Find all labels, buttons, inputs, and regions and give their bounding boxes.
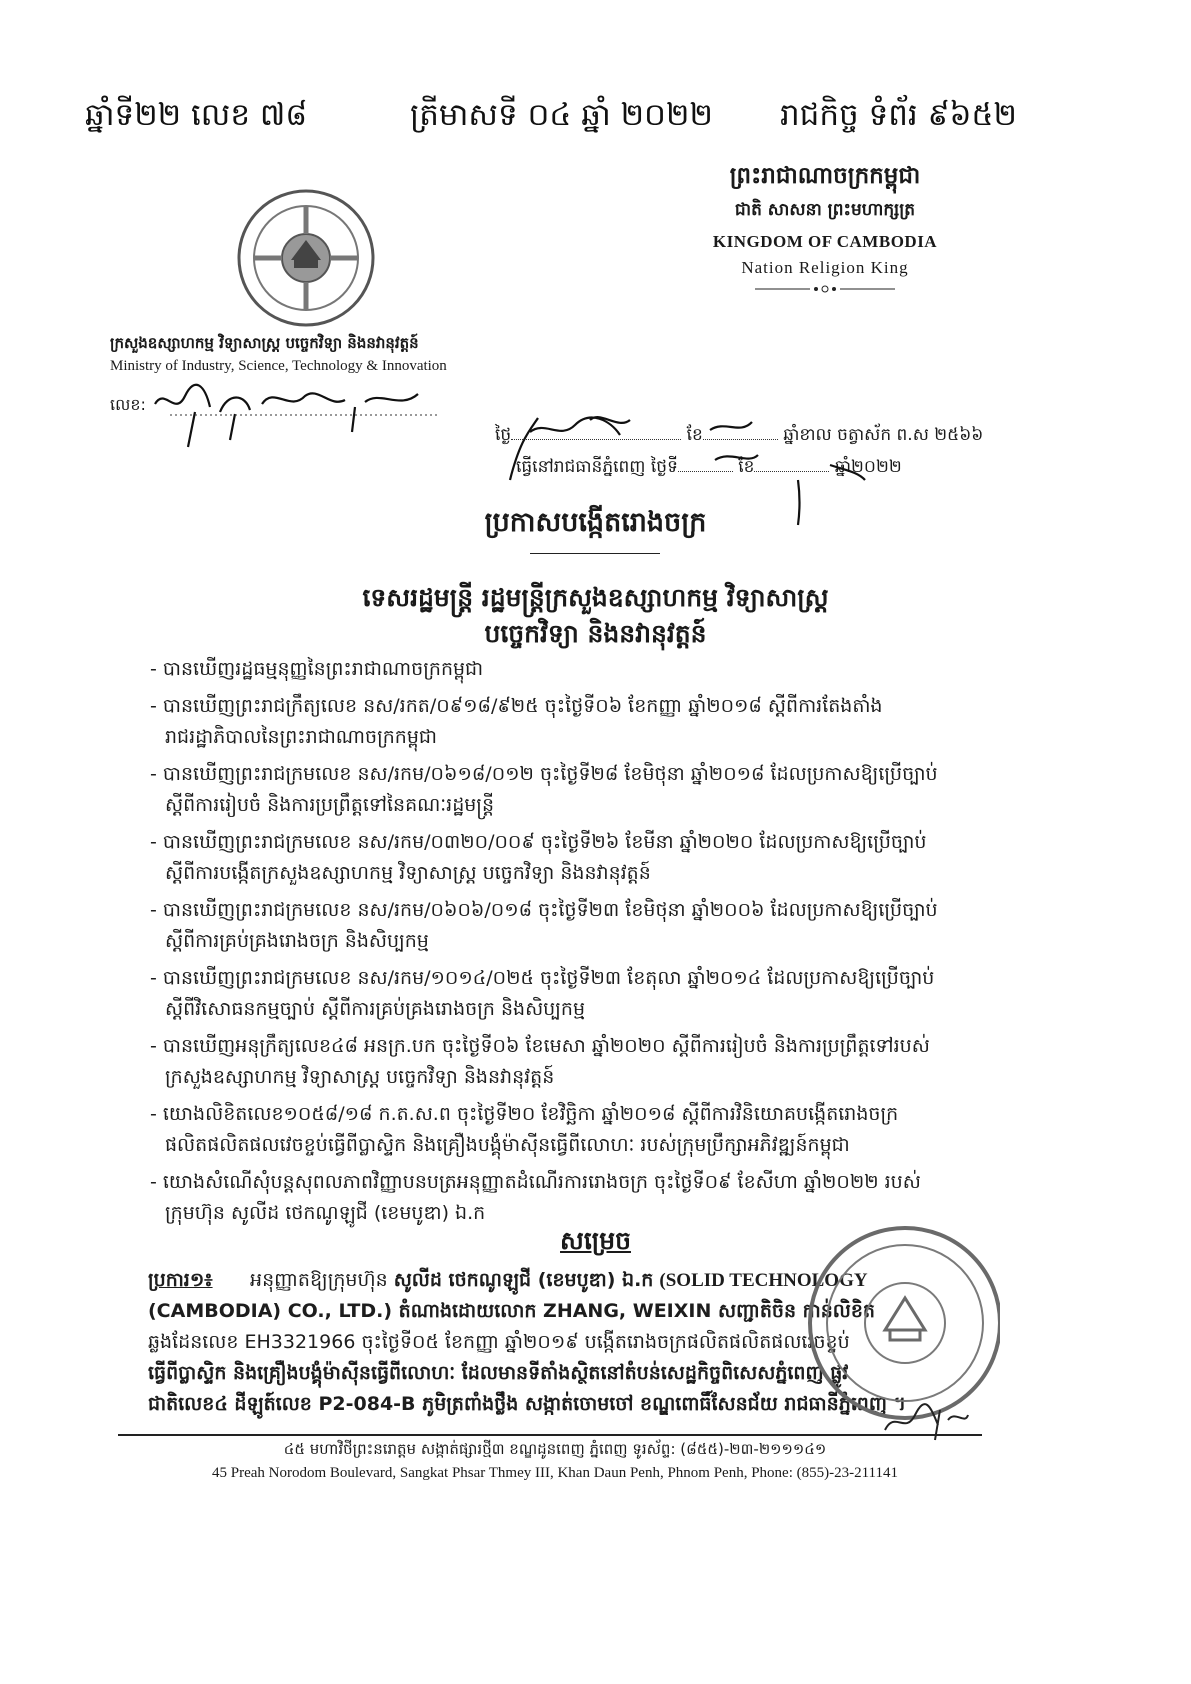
recital-line: - បានឃើញអនុក្រឹត្យលេខ៤៨ អនក្រ.បក ចុះថ្ងៃទី០៦ ខែមេសា ឆ្នាំ២០២០ ស្តីពីការរៀបចំ និងការប្រព្រឹត្តទៅរបស់: [150, 1035, 930, 1057]
recital-continuation: រាជរដ្ឋាភិបាលនៃព្រះរាជាណាចក្រកម្ពុជា: [165, 726, 438, 748]
recital-line: - បានឃើញព្រះរាជក្រមលេខ នស/រកម/០៣២០/០០៩ ចុះថ្ងៃទី២៦ ខែមីនា ឆ្នាំ២០២០ ដែលប្រកាសឱ្យប្រើច្បាប់: [150, 831, 927, 853]
recital-continuation: ស្តីពីការបង្កើតក្រសួងឧស្សាហកម្ម វិទ្យាសាស្ត្រ បច្ចេកវិទ្យា និងនវានុវត្តន៍: [165, 862, 651, 884]
recital-line: - យោងសំណើសុំបន្តសុពលភាពវិញ្ញាបនបត្រអនុញ្ញាតដំណើរការរោងចក្រ ចុះថ្ងៃទី០៩ ខែសីហា ឆ្នាំ២០២២ របស់: [150, 1171, 921, 1193]
kingdom-en: KINGDOM OF CAMBODIA: [712, 232, 938, 251]
recital-item: [150, 759, 1050, 821]
document-title: ប្រកាសបង្កើតរោងចក្រ: [484, 507, 707, 538]
issuer-line-1: ទេសរដ្ឋមន្ត្រី រដ្ឋមន្ត្រីក្រសួងឧស្សាហកម្ម វិទ្យាសាស្ត្រ: [362, 583, 829, 612]
ministry-en: Ministry of Industry, Science, Technology & Innovation: [110, 358, 447, 374]
recital-continuation: ស្តីពីវិសោធនកម្មច្បាប់ ស្តីពីការគ្រប់គ្រងរោងចក្រ និងសិប្បកម្ម: [165, 998, 586, 1020]
ref-label: លេខ:: [110, 395, 146, 414]
article-label: ប្រការ១៖: [148, 1269, 213, 1291]
motto-kh: ជាតិ សាសនា ព្រះមហាក្សត្រ: [734, 200, 916, 220]
footer-rule: [118, 1434, 982, 1436]
recital-line: - បានឃើញរដ្ឋធម្មនុញ្ញនៃព្រះរាជាណាចក្រកម្ពុជា: [150, 658, 484, 680]
company-name-en: (SOLID TECHNOLOGY: [659, 1270, 868, 1291]
gazette-page: រាជកិច្ច ទំព័រ ៩៦៥២: [780, 97, 1017, 133]
recital-continuation: ក្រុមហ៊ុន សូលីដ ថេកណូឡូជី (ខេមបូឌា) ឯ.ក: [165, 1202, 486, 1224]
motto-en: Nation Religion King: [741, 258, 909, 277]
ornament-divider-icon: [750, 282, 900, 296]
handwritten-ref-signature: [150, 382, 450, 452]
recital-line: - បានឃើញព្រះរាជក្រឹត្យលេខ នស/រកត/០៩១៨/៩២៥ ចុះថ្ងៃទី០៦ ខែកញ្ញា ឆ្នាំ២០១៨ ស្តីពីការតែងតាំង: [150, 695, 883, 717]
recital-continuation: ផលិតផលិតផលវេចខ្ចប់ធ្វើពីប្លាស្ទិក និងគ្រឿងបង្គុំម៉ាស៊ីនធ្វើពីលោហៈ របស់ក្រុមប្រឹក្សាអភិវឌ្ឍន៍កម្ពុជា: [165, 1134, 850, 1156]
ministry-seal-icon: [236, 188, 376, 328]
issuer-block: [0, 580, 1191, 652]
recital-item: [150, 827, 1050, 889]
kingdom-block: [690, 162, 960, 300]
recital-item: [150, 1031, 1050, 1093]
recital-continuation: ស្តីពីការគ្រប់គ្រងរោងចក្រ និងសិប្បកម្ម: [165, 930, 429, 952]
ministry-kh: ក្រសួងឧស្សាហកម្ម វិទ្យាសាស្ត្រ បច្ចេកវិទ្យា និងនវានុវត្តន៍: [110, 334, 419, 352]
gazette-quarter: ត្រីមាសទី ០៤ ឆ្នាំ ២០២២: [410, 97, 713, 133]
company-name-kh: សូលីដ ថេកណូឡូជី (ខេមបូឌា) ឯ.ក: [393, 1269, 654, 1291]
footer-address-kh: ៤៥ មហាវិថីព្រះនរោត្តម សង្កាត់ផ្សារថ្មី៣ ខណ្ឌដូនពេញ ភ្នំពេញ ទូរស័ព្ទ: (៨៥៥)-២៣-២១១១៤១: [283, 1440, 827, 1458]
article-1: ប្រការ១៖ អនុញ្ញាតឱ្យក្រុមហ៊ុន សូលីដ ថេកណូឡូជី (ខេមបូឌា) ឯ.ក (SOLID TECHNOLOGY (CAMBODIA) CO., LTD.) តំណាងដោយលោក ZHANG, WEIXIN សញ្ជាតិចិន កាន់លិខិត ឆ្លងដែនលេខ EH3321966 ចុះថ្ងៃទី០៥ ខែកញ្ញា ឆ្នាំ២០១៩ បង្កើតរោងចក្រផលិតផលិតផលវេចខ្ចប់ ធ្វើពីប្លាស្ទិក និងគ្រឿងបង្គុំម៉ាស៊ីនធ្វើពីលោហៈ ដែលមានទីតាំងស្ថិតនៅតំបន់សេដ្ឋកិច្ចពិសេសភ្នំពេញ ផ្លូវ ជាតិលេខ៤ ដីឡូត៍លេខ P2-084-B ភូមិត្រពាំងថ្លឹង សង្កាត់ចោមចៅ ខណ្ឌពោធិ៍សែនជ័យ រាជធានីភ្នំពេញ ។: [148, 1265, 1048, 1420]
recital-line: - យោងលិខិតលេខ១០៥៨/១៨ ក.ត.ស.ព ចុះថ្ងៃទី២០ ខែវិច្ឆិកា ឆ្នាំ២០១៨ ស្តីពីការវិនិយោគបង្កើតរោងចក្រ: [150, 1103, 899, 1125]
gazette-issue: ឆ្នាំទី២២ លេខ ៧៨: [85, 97, 308, 133]
recital-item: [150, 654, 1050, 685]
recital-item: [150, 1099, 1050, 1161]
recital-continuation: ក្រសួងឧស្សាហកម្ម វិទ្យាសាស្ត្រ បច្ចេកវិទ្យា និងនវានុវត្តន៍: [165, 1066, 555, 1088]
issuer-line-2: បច្ចេកវិទ្យា និងនវានុវត្តន៍: [484, 619, 707, 648]
ministry-block: [110, 334, 530, 375]
recital-continuation: ស្តីពីការរៀបចំ និងការប្រព្រឹត្តទៅនៃគណៈរដ្ឋមន្ត្រី: [165, 794, 495, 816]
title-divider: [530, 553, 660, 554]
recital-item: [150, 895, 1050, 957]
ref-number: [110, 394, 146, 418]
recital-line: - បានឃើញព្រះរាជក្រមលេខ នស/រកម/០៦០៦/០១៨ ចុះថ្ងៃទី២៣ ខែមិថុនា ឆ្នាំ២០០៦ ដែលប្រកាសឱ្យប្រើច្បាប់: [150, 899, 938, 921]
footer-address-en: 45 Preah Norodom Boulevard, Sangkat Phsar Thmey III, Khan Daun Penh, Phnom Penh, Phone: (855)-23-211141: [211, 1465, 898, 1481]
recital-line: - បានឃើញព្រះរាជក្រមលេខ នស/រកម/០៦១៨/០១២ ចុះថ្ងៃទី២៨ ខែមិថុនា ឆ្នាំ២០១៨ ដែលប្រកាសឱ្យប្រើច្បាប់: [150, 763, 938, 785]
recital-line: - បានឃើញព្រះរាជក្រមលេខ នស/រកម/១០១៤/០២៥ ចុះថ្ងៃទី២៣ ខែតុលា ឆ្នាំ២០១៤ ដែលប្រកាសឱ្យប្រើច្បាប់: [150, 967, 935, 989]
lunar-date: ថ្ងៃ ខែ ឆ្នាំខាល ចត្វាស័ក ព.ស ២៥៦៦: [495, 425, 984, 445]
kingdom-kh: ព្រះរាជាណាចក្រកម្ពុជា: [729, 163, 921, 189]
recital-item: [150, 691, 1050, 753]
recital-item: [150, 963, 1050, 1025]
place-date: ធ្វើនៅរាជធានីភ្នំពេញ ថ្ងៃទី ខែ ឆ្នាំ២០២២: [516, 457, 902, 477]
decision-heading: សម្រេច: [560, 1226, 631, 1255]
